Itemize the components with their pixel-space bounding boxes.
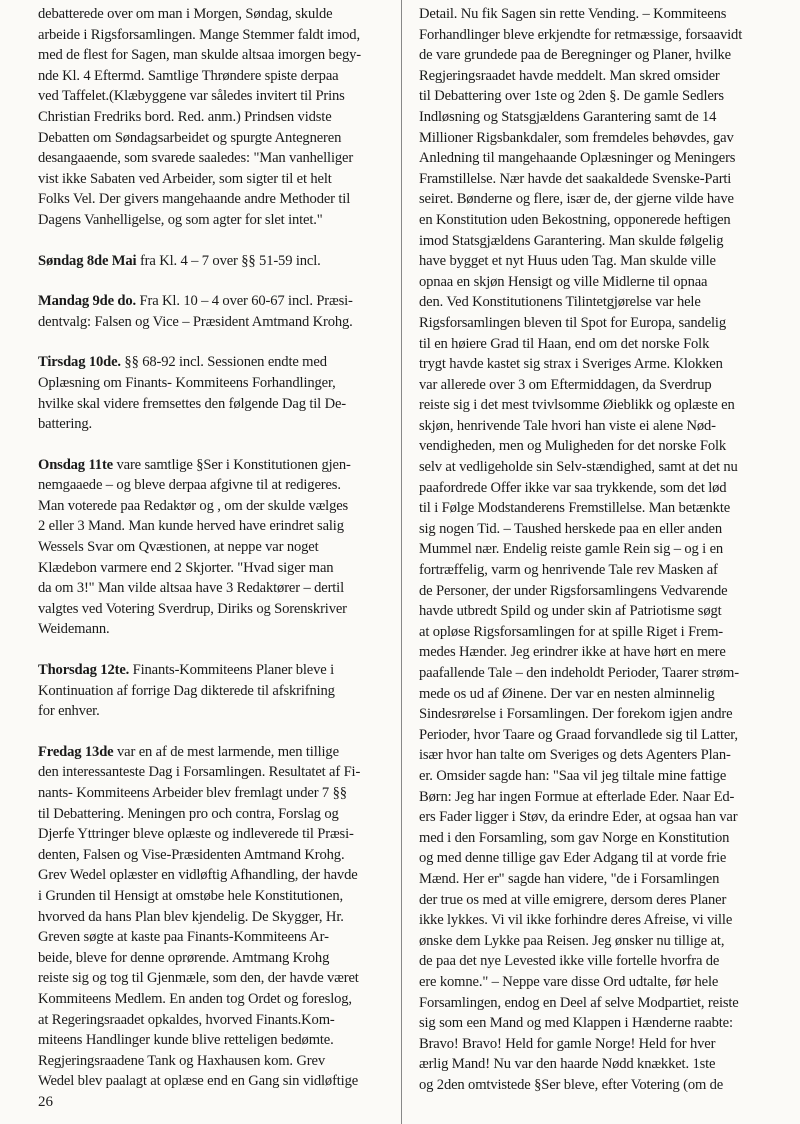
text-line: Forhandlinger bleve erkjendte for retmæssige, forsaavidt (419, 26, 743, 43)
text-line: ere komne." – Neppe vare disse Ord udtalte, før hele (419, 973, 719, 990)
text-line: have bygget et nyt Huus uden Tag. Man skulde ville (419, 253, 716, 270)
text-line: skjøn, henrivende Tale hvori han viste ei alene Nød- (419, 417, 716, 434)
text-line: Wessels Svar om Qvæstionen, at neppe var noget (38, 539, 319, 556)
text-line: Klædebon varmere end 2 Skjorter. "Hvad siger man (38, 559, 334, 576)
text-line: beide, bleve for denne oprørende. Amtmang Krohg (38, 949, 330, 966)
entry-mandag (38, 291, 388, 332)
text-line: fortræffelig, varm og henrivende Tale rev Masken af (419, 562, 718, 579)
text-line: vendigheden, men og Muligheden for det norske Folk (419, 438, 727, 455)
text-line (38, 291, 388, 312)
text-line: til en høiere Grad til Haan, end om det norske Folk (419, 335, 710, 352)
text-line: med i den Forsamling, som gav Norge en Konstitution (419, 829, 730, 846)
text-line: battering. (38, 416, 93, 433)
text-line: Regjeringsraadet havde meddelt. Man skred omsider (419, 67, 720, 84)
text-line: Regjeringsraadene Tank og Haxhausen kom. Grev (38, 1052, 325, 1069)
text-line: mede os ud af Øinene. Der var en nesten alminnelig (419, 685, 715, 702)
text-line: paafallende Tale – den indeholdt Perioder, Taarer strøm- (419, 665, 739, 681)
text-line (38, 455, 388, 476)
text-line: Detail. Nu fik Sagen sin rette Vending. – Kommiteens (419, 6, 727, 22)
text-line: arbeide i Rigsforsamlingen. Mange Stemmer faldt imod, (38, 26, 360, 43)
text-line: Christian Fredriks bord. Red. anm.) Prindsen vidste (38, 108, 332, 125)
text-line: debatterede over om man i Morgen, Søndag, skulde (38, 6, 333, 22)
text-line: og med denne tillige gav Eder Adgang til at vorde frie (419, 850, 727, 867)
text-line: den interessanteste Dag i Forsamlingen. Resultatet af Fi- (38, 764, 361, 781)
text-line: Sindesrørelse i Forsamlingen. Der forekom igjen andre (419, 706, 733, 723)
text-line: Greven søgte at kaste paa Finants-Kommiteens Ar- (38, 929, 329, 946)
text-line: den. Ved Konstitutionens Tilintetgjørelse var hele (419, 294, 701, 311)
text-line: til i Følge Modstanderens Fremstillelse. Man betænkte (419, 500, 731, 517)
text-line: de vare grundede paa de Beregninger og Planer, hvilke (419, 47, 731, 64)
text-line: i Grunden til Hensigt at omstøbe hele Konstitutionen, (38, 887, 343, 904)
text-line: ikke lykkes. Vi vil ikke forhindre deres Afreise, vi ville (419, 912, 733, 929)
text-line: Børn: Jeg har ingen Formue at efterlade Eder. Naar Ed- (419, 788, 735, 805)
text-line: 2 eller 3 Mand. Man kunde herved have erindret salig (38, 518, 344, 535)
text-line: de paa det nye Levested ikke ville fortelle hvorfra de (419, 953, 720, 970)
text-line: medes Hænder. Jeg erindrer ikke at have hørt en mere (419, 644, 726, 661)
text-line: vist ikke Sabaten ved Arbeider, som sigter til et helt (38, 170, 332, 187)
text-line: Anledning til mangehaande Oplæsninger og Meningers (419, 150, 736, 167)
text-line: til Debattering. Meningen pro och contra, Forslag og (38, 805, 339, 822)
text-line: nde Kl. 4 Eftermd. Samtlige Thrøndere spiste derpaa (38, 67, 339, 84)
text-line (38, 352, 388, 373)
text-line: hvorved da hans Plan blev kjendelig. De Skygger, Hr. (38, 908, 344, 925)
text-line (38, 660, 388, 681)
text-line: dentvalg: Falsen og Vice – Præsident Amtmand Krohg. (38, 313, 353, 330)
entry-sondag (38, 251, 388, 272)
text-line: med de flest for Sagen, man skulde altsaa imorgen begy- (38, 47, 361, 64)
text-line: sig nogen Tid. – Taushed herskede paa en eller anden (419, 520, 722, 537)
text-line: da om 3!" Man vilde altsaa have 3 Redaktører – dertil (38, 580, 344, 597)
text-line: Folks Vel. Der givers mangehaande andre Methoder til (38, 191, 351, 208)
text-line: Man voterede paa Redaktør og , om der skulde vælges (38, 497, 349, 514)
text-line: Framstillelse. Nær havde det saakaldede Svenske-Parti (419, 170, 732, 187)
day-heading: Fredag 13de (38, 743, 114, 760)
entry-onsdag (38, 455, 388, 640)
text-line: Mænd. Her er" sagde han videre, "de i Forsamlingen (419, 870, 720, 887)
text-line: der true os med at ville emigrere, dersom deres Planer (419, 891, 727, 908)
text-line: Weidemann. (38, 621, 110, 638)
text-line: valgtes ved Votering Sverdrup, Diriks og Sorenskriver (38, 600, 347, 617)
entry-text: Finants-Kommiteens Planer bleve i (129, 662, 335, 679)
text-line: trygt havde kastet sig strax i Sveriges Arme. Klokken (419, 356, 723, 373)
text-line: at Regeringsraadet opkaldes, hvorved Finants.Kom- (38, 1011, 335, 1028)
text-line: Kommiteens Medlem. En anden tog Ordet og foreslog, (38, 990, 352, 1007)
text-line: desangaaende, som svarede saaledes: "Man vanhelliger (38, 150, 354, 167)
text-line: miteens Handlinger kunde blive retteligen bedømte. (38, 1032, 334, 1049)
text-line: Kontinuation af forrige Dag dikterede til afskrifning (38, 682, 335, 699)
text-line: Djerfe Yttringer bleve oplæste og indleverede til Præsi- (38, 826, 354, 843)
text-line: imod Statsgjældens Garantering. Man skulde følgelig (419, 232, 724, 249)
entry-thorsdag (38, 660, 388, 722)
entry-fredag (38, 742, 388, 1092)
text-line: Wedel blev paalagt at oplæse end en Gang sin vidløftige (38, 1073, 359, 1090)
column-divider (401, 0, 402, 1124)
day-heading: Mandag 9de do. (38, 293, 137, 310)
text-line: sig som een Mand og med Klappen i Hænderne raabte: (419, 1015, 733, 1032)
text-line: ers Fader ligger i Støv, da erindre Eder, at ogsaa han var (419, 809, 738, 826)
text-line: for enhver. (38, 703, 100, 720)
text-line: Oplæsning om Finants- Kommiteens Forhandlinger, (38, 374, 336, 391)
text-line: Perioder, hvor Taare og Graad forvandlede sig til Latter, (419, 726, 738, 743)
text-line: Dagens Vanhelligelse, og som agter for slet intet." (38, 211, 323, 228)
entry-text: fra Kl. 4 – 7 over §§ 51-59 incl. (136, 252, 321, 269)
text-line: de Personer, der under Rigsforsamlingens Vedvarende (419, 582, 728, 599)
text-line: Forsamlingen, endog en Deel af selve Modpartiet, reiste (419, 994, 739, 1011)
text-line: og 2den omtvistede §Ser bleve, efter Votering (om de (419, 1076, 724, 1093)
text-line: seiret. Bønderne og flere, især de, der gjerne vilde have (419, 191, 734, 208)
text-line (38, 742, 388, 763)
text-line: Millioner Rigsbankdaler, som fremdeles behøvdes, gav (419, 129, 734, 146)
day-heading: Onsdag 11te (38, 456, 113, 473)
text-line: paafordrede Offer ikke var saa trykkende, som det lød (419, 479, 727, 496)
text-line: selv at vedligeholde sin Selv-stændighed, samt at det nu (419, 459, 738, 476)
text-line: Mummel nær. Endelig reiste gamle Rein sig – og i en (419, 541, 724, 558)
left-column (38, 4, 388, 1112)
text-line: Indløsning og Statsgjældens Garantering samt de 14 (419, 108, 717, 125)
text-line (38, 251, 388, 272)
right-column (419, 4, 785, 1095)
text-line: var allerede over 3 om Eftermiddagen, da Sverdrup (419, 376, 712, 393)
text-line: hvilke skal videre fremsettes den følgende Dag til De- (38, 395, 346, 412)
text-line: denten, Falsen og Vise-Præsidenten Amtmand Krohg. (38, 846, 345, 863)
entry-text: Fra Kl. 10 – 4 over 60-67 incl. Præsi- (136, 293, 353, 310)
text-line: til Debattering over 1ste og 2den §. De gamle Sedlers (419, 88, 724, 105)
entry-text: vare samtlige §Ser i Konstitutionen gjen- (112, 456, 351, 473)
intro-paragraph (38, 4, 388, 231)
text-line: er. Omsider sagde han: "Saa vil jeg tiltale mine fattige (419, 767, 727, 784)
text-line: ærlig Mand! Nu var den haarde Nødd knækket. 1ste (419, 1056, 716, 1073)
text-line: ønske dem Lykke paa Reisen. Jeg ønsker nu tillige at, (419, 932, 725, 949)
text-line: Rigsforsamlingen bleven til Spot for Europa, sandelig (419, 314, 726, 331)
entry-text: §§ 68-92 incl. Sessionen endte med (120, 354, 327, 371)
text-line: nemgaaede – og bleve derpaa afgivne til at redigeres. (38, 477, 341, 494)
text-line: en Konstitution uden Bekostning, opponerede heftigen (419, 211, 731, 228)
text-line: især hvor han talte om Sveriges og dets Agenters Plan- (419, 747, 731, 764)
text-line: reiste sig og tog til Gjenmæle, som den, der havde været (38, 970, 359, 987)
day-heading: Thorsdag 12te. (38, 662, 130, 679)
day-heading: Tirsdag 10de. (38, 354, 121, 371)
day-heading: Søndag 8de Mai (38, 252, 137, 269)
text-line: havde utbredt Spild og under skin af Patriotisme søgt (419, 603, 722, 620)
entry-tirsdag (38, 352, 388, 434)
text-line: reiste sig i det mest tvivlsomme Øieblikk og oplæste en (419, 397, 735, 414)
text-line: Grev Wedel oplæster en vidløftig Afhandling, der havde (38, 867, 358, 884)
text-line: at opløse Rigsforsamlingen for at spille Riget i Frem- (419, 623, 723, 640)
text-line: Bravo! Bravo! Held for gamle Norge! Held for hver (419, 1035, 716, 1052)
text-line: nants- Kommiteens Arbeider blev fremlagt under 7 §§ (38, 785, 347, 801)
text-line: Debatten om Søndagsarbeidet og spurgte Antegneren (38, 129, 342, 146)
text-line: opnaa en skjøn Hensigt og ville Midlerne til opnaa (419, 273, 708, 290)
page-number: 26 (38, 1094, 53, 1110)
text-line: ved Taffelet.(Klæbyggene var således invitert til Prins (38, 88, 345, 105)
entry-text: var en af de mest larmende, men tillige (113, 743, 339, 760)
